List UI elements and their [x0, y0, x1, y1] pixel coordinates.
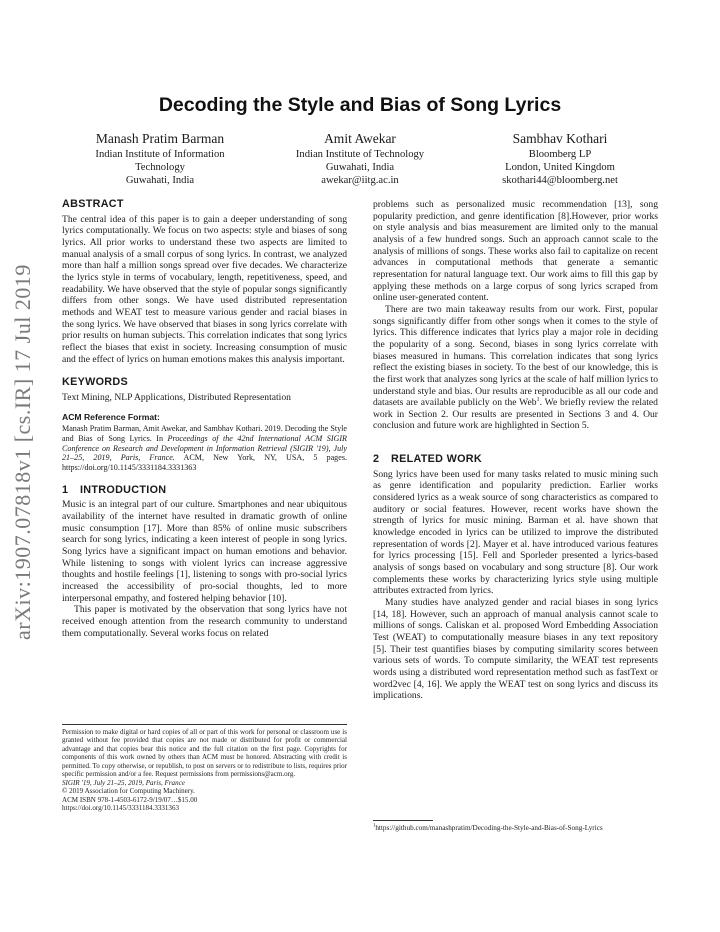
section-number: 2: [373, 453, 380, 466]
acm-reference-text: [62, 424, 347, 473]
author-2: [262, 130, 458, 187]
related-work-paragraph-2: Many studies have analyzed gender and racial biases in song lyrics [14, 18]. However, such an approach of manual analysis cannot scale to millions of songs. Caliskan et al. proposed Word Embedding Association Test (WEAT) to computationally measure biases in any text repository [5]. Their test quantifies biases by computing similarity scores between various sets of words. To compute similarity, the WEAT test represents words using a distributed word representation method such as fastText or word2vec [4, 16]. We apply the WEAT test on song lyrics and discuss its implications.: [373, 597, 658, 702]
author-1: [62, 130, 258, 187]
permission-isbn: ACM ISBN 978-1-4503-6172-9/19/07…$15.00: [62, 795, 198, 804]
author-affiliation: Guwahati, India: [325, 162, 395, 173]
introduction-paragraph-2: This paper is motivated by the observation that song lyrics have not received enough attention from the research community to understand them computationally. Several works focus on related: [62, 604, 347, 639]
keywords-text: Text Mining, NLP Applications, Distributed Representation: [62, 391, 291, 403]
related-work-heading: [373, 454, 658, 466]
author-affiliation: Technology: [135, 162, 185, 173]
acm-reference-text-a: Manash Pratim Barman, Amit Awekar, and Sambhav Kothari. 2019. Decoding the Style and Bias of Song Lyrics. In: [62, 424, 347, 443]
section-title: INTRODUCTION: [80, 483, 167, 496]
footnote-divider: [373, 820, 433, 821]
left-column: [62, 199, 347, 639]
footnote-number: 1: [373, 823, 376, 829]
permission-copyright: © 2019 Association for Computing Machinery.: [62, 787, 195, 796]
abstract-heading: ABSTRACT: [62, 198, 124, 210]
author-name: Amit Awekar: [324, 131, 396, 146]
paper-title: Decoding the Style and Bias of Song Lyrics: [158, 94, 562, 116]
permission-notice: [62, 728, 347, 813]
acm-reference-proceedings: Proceedings of the 42nd International ACM SIGIR Conference on Research and Development in Information Retrieval (SIGIR '19), July 21–25, 2019, Paris, France.: [62, 433, 347, 463]
author-affiliation: London, United Kingdom: [505, 162, 615, 173]
author-affiliation: Indian Institute of Information: [95, 149, 225, 160]
permission-doi: https://doi.org/10.1145/3331184.3331363: [62, 804, 179, 813]
section-number: 1: [62, 483, 69, 496]
acm-reference-heading: ACM Reference Format:: [62, 411, 160, 422]
footnote-link[interactable]: https://github.com/manashpratim/Decoding-the-Style-and-Bias-of-Song-Lyrics: [375, 824, 603, 832]
footnote: [373, 824, 673, 833]
section-title: RELATED WORK: [391, 453, 482, 466]
introduction-heading: [62, 485, 347, 497]
author-affiliation: Bloomberg LP: [528, 149, 592, 160]
related-work-paragraph-1: Song lyrics have been used for many tasks related to music mining such as genre identification and popularity prediction. Earlier works considered lyrics as a weak source of song characteristics as compared to auditory or social features. However, recent works have shown the strength of lyrics for music mining. Barman et al. have shown that knowledge encoded in lyrics can be utilized to improve the distributed representation of words [2]. Mayer et al. have introduced various features for lyrics processing [15]. Fell and Sporleder presented a lyrics-based analysis of songs based on vocabulary and song structure [8]. Our work complements these works by characterizing lyrics style using multiple attributes extracted from lyrics.: [373, 468, 658, 597]
author-3: [462, 130, 658, 187]
footnote-marker: 1: [536, 395, 540, 403]
intro-continued-paragraph: problems such as personalized music recommendation [13], song popularity prediction, and genre identification [8].However, prior works on style analysis and bias measurement are limited only to the manual analysis of a few hundred songs. Such an approach cannot scale to the analysis of millions of songs. These works also fail to capitalize on recent advances in computational methods that generate a semantic representation for natural language text. Our work aims to fill this gap by applying these methods on a large corpus of song lyrics scraped from online user-generated content.: [373, 199, 658, 304]
right-column: [373, 199, 658, 702]
acm-reference-block: [62, 413, 347, 473]
takeaway-text-b: . We briefly review the related work in Section 2. Our results are presented in Sections 3 and 4. Our conclusion and future work are highlighted in Section 5.: [373, 397, 658, 432]
takeaway-text-a: There are two main takeaway results from our work. First, popular songs significantly differ from other songs when it comes to the style of lyrics. This difference indicates that lyrics play a major role in deciding the popularity of a song. Second, biases in song lyrics correlate with biases measured in humans. This correlation indicates that song lyrics reflect the existing biases in society. To the best of our knowledge, this is the first work that analyzes song lyrics at the scale of half million lyrics to understand style and bias. Our results are reproducible as all our code and datasets are available publicly on the Web: [373, 303, 658, 409]
author-name: Manash Pratim Barman: [95, 131, 225, 146]
permission-text: Permission to make digital or hard copies of all or part of this work for personal or classroom use is granted without fee provided that copies are not made or distributed for profit or commercial advantage and that copies bear this notice and the full citation on the first page. Copyrights for components of this work owned by others than ACM must be honored. Abstracting with credit is permitted. To copy otherwise, or republish, to post on servers or to redistribute to lists, requires prior specific permission and/or a fee. Request permissions from permissions@acm.org.: [62, 728, 347, 779]
permission-divider: [62, 724, 347, 725]
author-block: [62, 130, 658, 187]
author-affiliation: Guwahati, India: [125, 175, 195, 186]
acm-reference-text-b: ACM, New York, NY, USA, 5 pages. https://doi.org/10.1145/3331184.3331363: [62, 453, 347, 473]
author-affiliation: Indian Institute of Technology: [295, 149, 425, 160]
abstract-text: The central idea of this paper is to gain a deeper understanding of song lyrics computationally. We focus on two aspects: style and biases of song lyrics. All prior works to understand these two aspects are limited to manual analysis of a small corpus of song lyrics. In contrast, we analyzed more than half a million songs spread over five decades. We characterize the lyrics style in terms of vocabulary, length, repetitiveness, speed, and readability. We have observed that the style of popular songs significantly differs from other songs. We have used distributed representation methods and WEAT test to measure various gender and racial biases in the song lyrics. We have observed that biases in song lyrics correlate with prior results on human subjects. This correlation indicates that song lyrics reflect the biases that exist in society. Increasing consumption of music and the effect of lyrics on human emotions makes this analysis important.: [62, 213, 347, 365]
permission-conference: SIGIR '19, July 21–25, 2019, Paris, France: [62, 778, 185, 787]
keywords-heading: KEYWORDS: [62, 376, 128, 389]
takeaway-paragraph: [373, 304, 658, 432]
author-email: awekar@iitg.ac.in: [321, 175, 399, 186]
arxiv-sidebar-stamp: arXiv:1907.07818v1 [cs.IR] 17 Jul 2019: [10, 264, 35, 640]
introduction-paragraph-1: Music is an integral part of our culture. Smartphones and near ubiquitous availability of the internet have resulted in dramatic growth of online music consumption [17]. More than 85% of online music subscribers search for song lyrics, indicating a keen interest of people in song lyrics. Song lyrics have a significant impact on human emotions and behavior. While listening to songs with violent lyrics can increase aggressive thoughts and hostile feelings [1], listening to songs with pro-social lyrics increased the accessibility of pro-social thoughts, led to more interpersonal empathy, and fostered helping behavior [10].: [62, 499, 347, 604]
author-name: Sambhav Kothari: [512, 131, 608, 146]
author-email: skothari44@bloomberg.net: [502, 175, 618, 186]
